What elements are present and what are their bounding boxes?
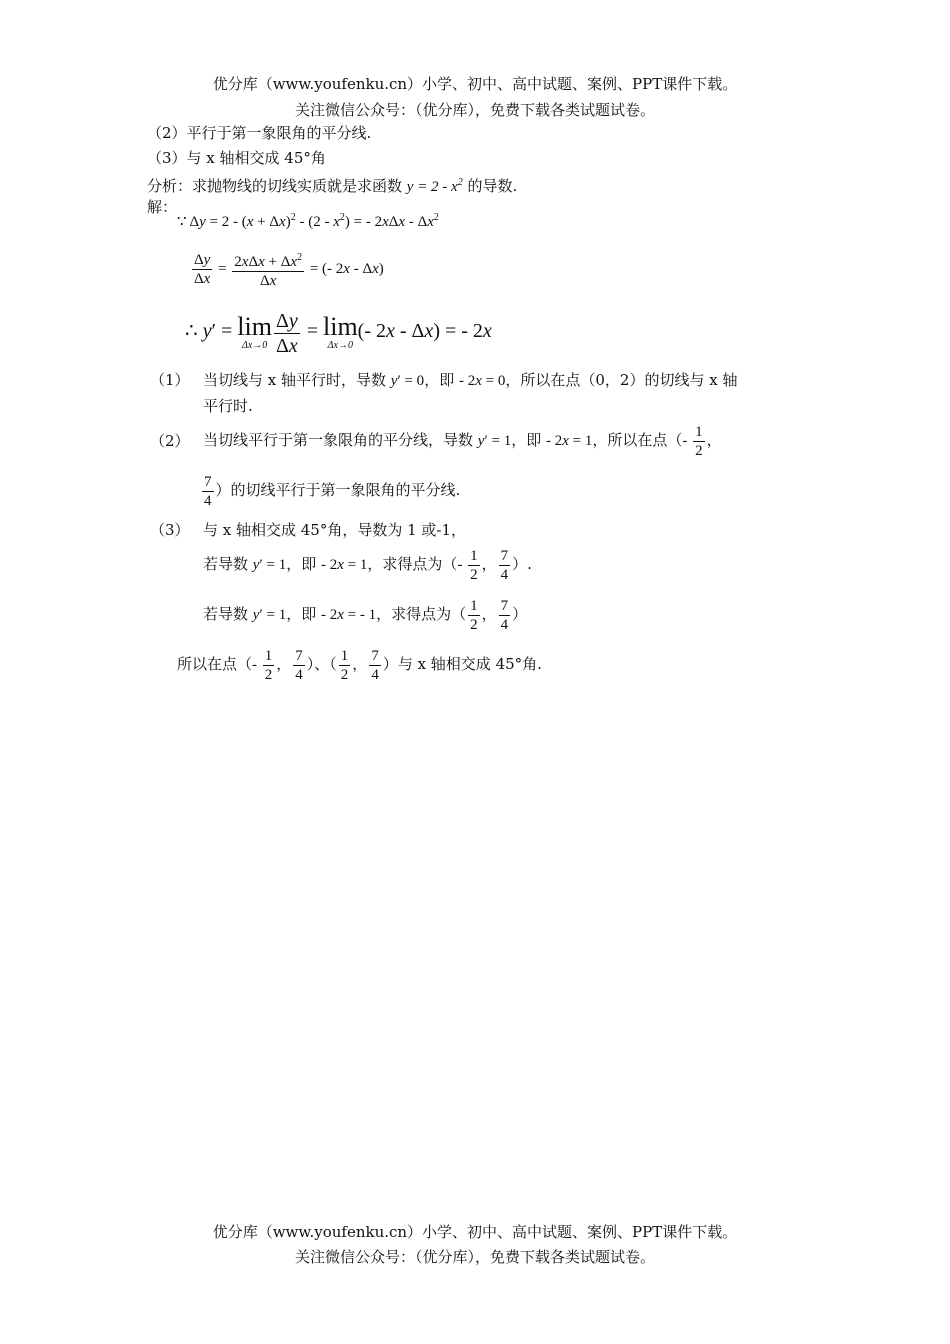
answer-3-case-2: 若导数 y′ = 1，即 - 2x = - 1，求得点为（ $\frac{1}{2}$ ， $\frac{7}{4}$ ） xyxy=(203,597,528,633)
answer-2-line-1: 当切线平行于第一象限角的平分线，导数 y′ = 1，即 - 2x = 1，所以在点（- $\frac{1}{2}$ ， xyxy=(203,423,722,459)
difference-quotient: $\frac{\Delta y}{\Delta x}$ = $\frac{2x\Delta x + \Delta x^2}{\Delta x}$ = (- 2x - Δx) xyxy=(190,248,384,290)
answer-3-case-1: 若导数 y′ = 1，即 - 2x = 1，求得点为（- $\frac{1}{2}$ ， $\frac{7}{4}$ ）. xyxy=(203,547,532,583)
answer-2-marker: （2） xyxy=(150,432,190,450)
limit-fraction: $\frac{\Delta y}{\Delta x}$ xyxy=(275,309,298,357)
limit-symbol-2: lim Δx→0 xyxy=(323,312,358,351)
answer-1-line-2: 平行时. xyxy=(203,397,253,415)
footer-line-1: 优分库（www.youfenku.cn）小学、初中、高中试题、案例、PPT课件下载。 xyxy=(212,1223,738,1241)
answer-2-line-2: $\frac{7}{4}$ ）的切线平行于第一象限角的平分线. xyxy=(204,473,461,509)
answer-1-marker: （1） xyxy=(150,371,190,389)
answer-3-marker: （3） xyxy=(150,521,190,539)
limit-symbol-1: lim Δx→0 xyxy=(237,312,272,351)
solution-label: 解： xyxy=(147,198,178,216)
question-2: （2）平行于第一象限角的平分线. xyxy=(147,124,372,142)
fraction-one-half: $\frac{1}{2}$ xyxy=(695,423,703,459)
quotient-fraction: $\frac{2x\Delta x + \Delta x^2}{\Delta x}$ xyxy=(232,249,304,290)
answer-1-line-1: 当切线与 x 轴平行时，导数 y′ = 0，即 - 2x = 0，所以在点（0，2）的切线与 x 轴 xyxy=(203,371,738,389)
question-3: （3）与 x 轴相交成 45°角 xyxy=(147,149,326,167)
fraction-seven-quarters: $\frac{7}{4}$ xyxy=(204,473,212,509)
dy-over-dx-fraction: $\frac{\Delta y}{\Delta x}$ xyxy=(194,251,211,287)
header-line-1: 优分库（www.youfenku.cn）小学、初中、高中试题、案例、PPT课件下载。 xyxy=(212,75,738,93)
delta-y-equation: ∵ $\Delta y = 2 - (x + \Delta x)^2 - (2 - x^2)$ = - $2x\Delta x - \Delta x^2$ xyxy=(177,212,439,230)
analysis-formula: $y = 2 - x^2$ xyxy=(406,177,463,195)
conclusion-line: 所以在点（- $\frac{1}{2}$ ， $\frac{7}{4}$ ）、（ $\frac{1}{2}$ ， $\frac{7}{4}$ ）与 x 轴相交成 45°角. xyxy=(177,647,542,683)
analysis-text: 分析：求抛物线的切线实质就是求函数 xyxy=(147,177,407,195)
analysis-suffix: 的导数. xyxy=(462,177,518,195)
answer-3-line-1: 与 x 轴相交成 45°角，导数为 1 或-1， xyxy=(203,521,467,539)
footer-line-2: 关注微信公众号：（优分库），免费下载各类试题试卷。 xyxy=(294,1248,655,1266)
analysis-line xyxy=(147,173,517,197)
derivative-limit: ∴ y′ = lim Δx→0 $\frac{\Delta y}{\Delta x}$ = lim Δx→0 (- 2x - Δx) = - 2x xyxy=(185,309,492,357)
header-line-2: 关注微信公众号：（优分库），免费下载各类试题试卷。 xyxy=(294,101,655,119)
